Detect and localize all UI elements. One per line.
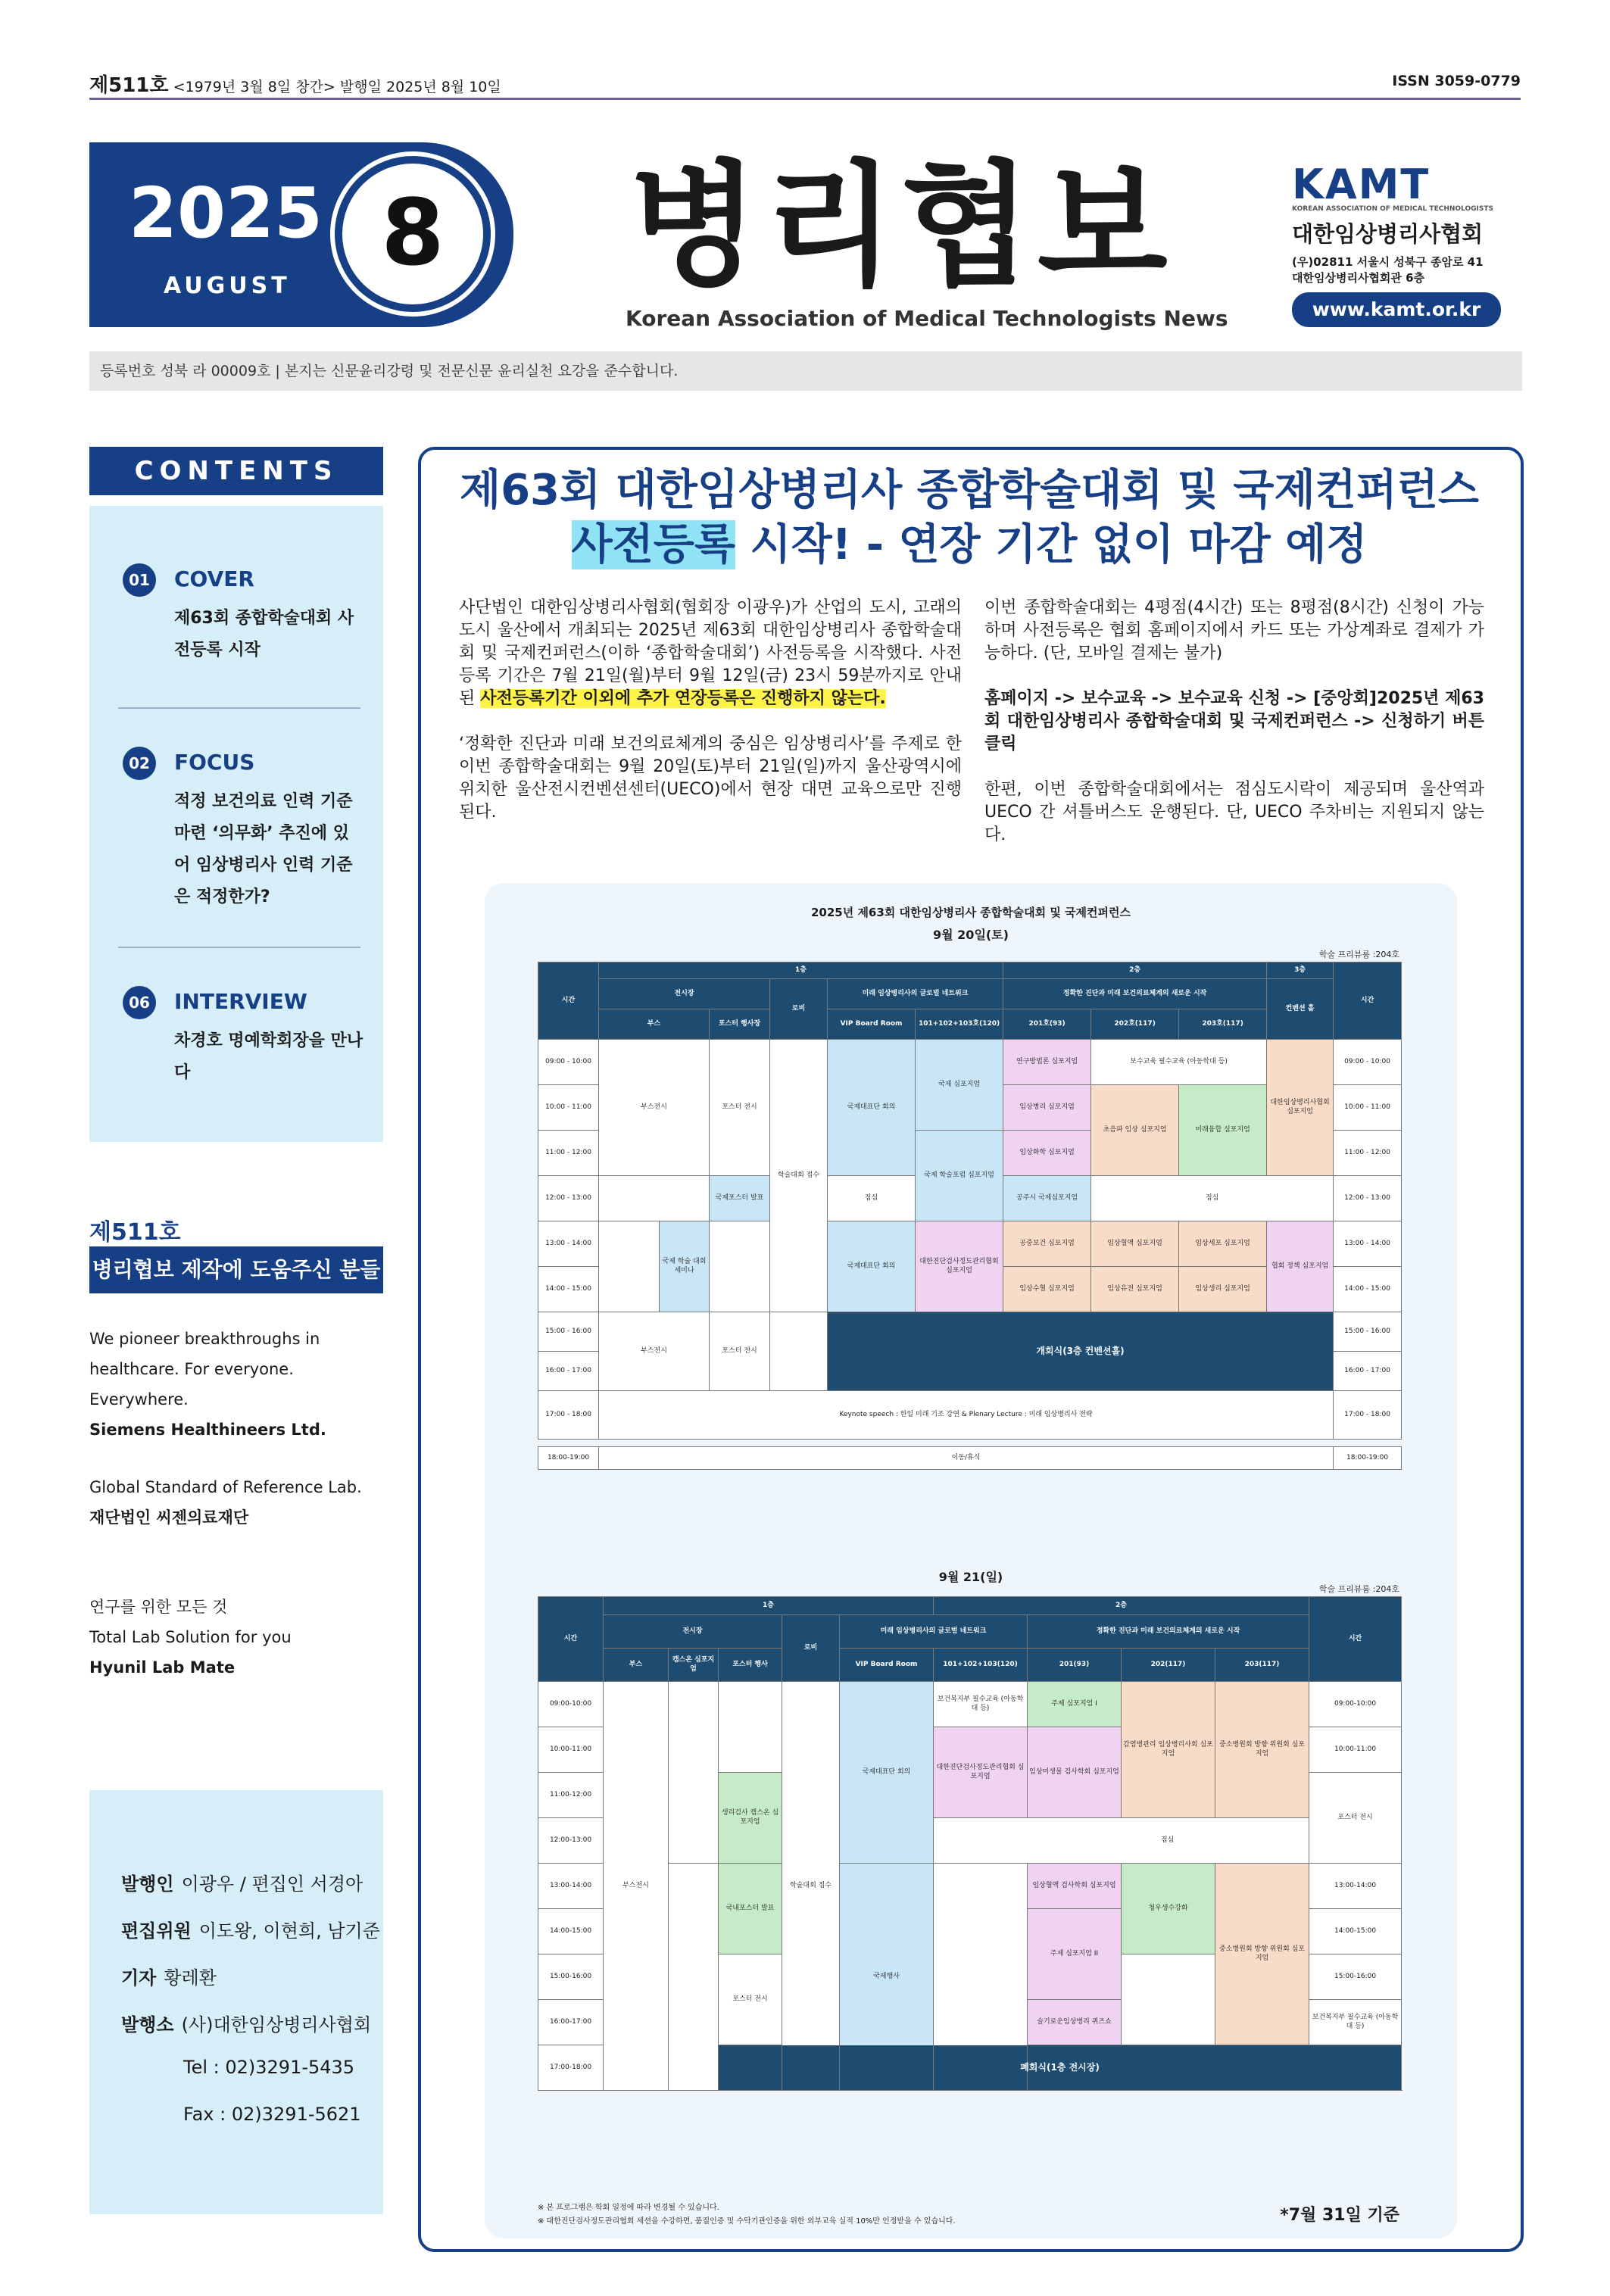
contents-desc: 차경호 명예학회장을 만나다 (174, 1031, 363, 1082)
schedule-note-1: ※ 본 프로그램은 학회 일정에 따라 변경될 수 있습니다. (538, 2204, 719, 2212)
month-number: 8 (335, 156, 491, 312)
org-name: 대한임상병리사협회 (1292, 221, 1484, 247)
contents-panel (89, 506, 383, 1142)
publisher-panel (89, 1790, 383, 2214)
newspaper-title: 병리협보 (629, 148, 1174, 304)
issue-line (89, 70, 1521, 100)
contents-heading: CONTENTS (89, 447, 383, 495)
issue-number: 제511호 (89, 74, 169, 97)
sponsor-line: Total Lab Solution for you (89, 1628, 292, 1646)
day1-schedule-table: 시간 1층 2층 3층 시간 전시장 로비 미래 임상병리사의 글로벌 네트워크 정확한 진단과 미래 보건의료체계의 새로운 시작 컨벤션 홀 부스 포스터 행사장 VIP Board Room 101+102+103호(120) 201호(93) 202호(117) 203호(117) 09:00 - 10:00 부스전시 포스터 전시 학술대회 접수 국제대표단 회의 국제 심포지엄 연구방법론 심포지엄 보수교육 필수교육 (아동학대 등) 대한임상병리사협회 심포지엄 09:00 - 10:00 10:00 - 11:00 임상병리 심포지엄 초음파 임상 심포지엄 미래융합 심포지엄 10:00 - 11:00 11:00 - 12:00 국제 학술포럼 심포지엄 임상화학 심포지엄 11:00 - 12:00 12:00 - 13:00 국제포스터 발표 점심 공주시 국제심포지엄 점심 12:00 - 13:00 13:00 - 14:00 국제 학술 대회 세미나 국제대표단 회의 대한진단검사정도관리협회 심포지엄 공중보건 심포지엄 임상혈액 심포지엄 임상세포 심포지엄 협회 정책 심포지엄 13:00 - 14:00 14:00 - 15:00 임상수혈 심포지엄 임상유전 심포지엄 임상생리 심포지엄 14:00 - 15:00 15:00 - 16:00 부스전시 포스터 전시 개회식(3층 컨벤션홀) 15:00 - 16:00 16:00 - 17:00 16:00 - 17:00 17:00 - 18:00 Keynote speech : 한일 미래 기조 강연 & Plenary Lecture : 미래 임상병리사 전략 17:00 - 18:00 18:00-19:00 이동/휴식 18:00-19:00 (538, 962, 1402, 1470)
headline (424, 463, 1515, 572)
year: 2025 (129, 173, 323, 254)
sponsor-line: 연구를 위한 모든 것 (89, 1598, 228, 1616)
contents-number: 02 (123, 747, 156, 780)
kamt-logo: KAMT (1292, 161, 1431, 208)
sponsor-line: Global Standard of Reference Lab. (89, 1478, 362, 1496)
highlight-notice: 사전등록기간 이외에 추가 연장등록은 진행하지 않는다. (480, 689, 886, 708)
contents-number: 01 (123, 563, 156, 597)
sponsor-line: We pioneer breakthroughs in (89, 1330, 320, 1348)
editors-row: 편집위원 이도왕, 이현희, 남기준 (121, 1920, 380, 1942)
day2-schedule-table: 시간 1층 2층 시간 전시장 로비 미래 임상병리사의 글로벌 네트워크 정확한 진단과 미래 보건의료체계의 새로운 시작 부스 캠스온 심포지엄 포스터 행사 VIP Board Room 101+102+103(120) 201(93) 202(117) 203(117) 09:00-10:00 부스전시 학술대회 접수 국제대표단 회의 보건복지부 필수교육 (아동학대 등) 주제 심포지엄 I 감염병관리 임상병리사회 심포지엄 중소병원회 방향 위원회 심포지엄 09:00-10:00 10:00-11:00 대한진단검사정도관리협회 심포지엄 임상미생물 검사학회 심포지엄 10:00-11:00 11:00-12:00 생리검사 캠스온 심포지엄 포스터 전시 12:00-13:00 점심 13:00-14:00 국내포스터 발표 국제행사 임상혈액 검사학회 심포지엄 청우생수강화 중소병원회 방향 위원회 심포지엄 13:00-14:00 14:00-15:00 주제 심포지엄 II 14:00-15:00 15:00-16:00 포스터 전시 15:00-16:00 16:00-17:00 슬기로운임상병리 퀴즈쇼 보건복지부 필수교육 (아동학대 등) 17:00-18:00 폐회식(1층 전시장) (538, 1596, 1402, 2091)
org-address-2: 대한임상병리사협회관 6층 (1292, 271, 1425, 285)
contents-number: 06 (123, 986, 156, 1019)
headline-highlight: 사전등록 (571, 520, 735, 569)
sponsor-item (89, 1472, 383, 1533)
contents-title: COVER (174, 566, 254, 591)
issn: ISSN 3059-0779 (1392, 73, 1521, 89)
org-block (1292, 161, 1519, 286)
headline-line-1: 제63회 대한임상병리사 종합학술대회 및 국제컨퍼런스 (459, 466, 1480, 515)
registration-path: 홈페이지 -> 보수교육 -> 보수교육 신청 -> [중앙회]2025년 제63회 대한임상병리사 종합학술대회 및 국제컨퍼런스 -> 신청하기 버튼 클릭 (984, 689, 1484, 753)
date-badge (89, 142, 513, 327)
registration-bar: 등록번호 성북 라 00009호 | 본지는 신문윤리강령 및 전문신문 윤리실천 요강을 준수합니다. (89, 351, 1522, 391)
sponsor-item (89, 1324, 383, 1445)
divider (118, 947, 360, 948)
day1-title: 9월 20일(토) (933, 928, 1009, 942)
contents-desc: 제63회 종합학술대회 사전등록 시작 (174, 609, 354, 660)
paragraph: 이번 종합학술대회는 4평점(4시간) 또는 8평점(8시간) 신청이 가능하며 사전등록은 협회 홈페이지에서 카드 또는 가상계좌로 결제가 가능하다. (단, 모바일 결제는 불가) (984, 598, 1484, 663)
reporter-row: 기자 황레환 (121, 1967, 217, 1989)
schedule-panel (485, 883, 1457, 2238)
publish-date: 발행일 2025년 8월 10일 (339, 79, 501, 95)
schedule-note-2: ※ 대한진단검사정도관리협회 세션을 수강하면, 품질인증 및 수탁기관인증을 위한 외부교육 실적 10%만 인정받을 수 있습니다. (538, 2217, 956, 2226)
sponsor-name: Hyunil Lab Mate (89, 1658, 236, 1677)
sponsor-heading: 병리협보 제작에 도움주신 분들 (89, 1246, 383, 1293)
paragraph: ‘정확한 진단과 미래 보건의료체계의 중심은 임상병리사’를 주제로 한 이번 종합학술대회는 9월 20일(토)부터 21일(일)까지 울산광역시에 위치한 울산전시컨벤션센터(UECO)에서 현장 대면 교육으로만 진행된다. (459, 735, 962, 822)
day1-credit-room: 학술 프리뷰룸 :204호 (1318, 950, 1399, 959)
contents-title: INTERVIEW (174, 989, 307, 1014)
office-row: 발행소 (사)대한임상병리사협회 (121, 2014, 372, 2036)
article-column-left (459, 597, 962, 847)
sponsor-name: 재단법인 씨젠의료재단 (89, 1508, 249, 1527)
fax: Fax : 02)3291-5621 (183, 2104, 361, 2125)
sponsor-line: healthcare. For everyone. Everywhere. (89, 1360, 294, 1408)
founded-date: <1979년 3월 8일 창간> (173, 79, 335, 95)
tel: Tel : 02)3291-5435 (183, 2057, 355, 2078)
day2-title: 9월 21(일) (938, 1570, 1003, 1584)
schedule-basis: *7월 31일 기준 (1280, 2206, 1399, 2225)
sponsor-name: Siemens Healthineers Ltd. (89, 1421, 326, 1439)
divider (118, 707, 360, 709)
article-column-right (984, 597, 1484, 869)
headline-line-2: 사전등록 시작! - 연장 기간 없이 마감 예정 (571, 520, 1368, 569)
website-link[interactable]: www.kamt.or.kr (1292, 292, 1501, 327)
sponsor-issue: 제511호 (89, 1219, 181, 1246)
newspaper-subtitle: Korean Association of Medical Technologists News (626, 306, 1228, 331)
month-english: AUGUST (164, 273, 291, 299)
schedule-title: 2025년 제63회 대한임상병리사 종합학술대회 및 국제컨퍼런스 (810, 906, 1131, 919)
paragraph: 한편, 이번 종합학술대회에서는 점심도시락이 제공되며 울산역과 UECO 간 셔틀버스도 운행된다. 단, UECO 주차비는 지원되지 않는다. (984, 780, 1484, 844)
org-english-name: KOREAN ASSOCIATION OF MEDICAL TECHNOLOGISTS (1292, 205, 1493, 213)
contents-desc: 적정 보건의료 인력 기준 마련 ‘의무화’ 추진에 있어 임상병리사 인력 기준은 적정한가? (174, 792, 353, 906)
day2-credit-room: 학술 프리뷰룸 :204호 (1318, 1584, 1399, 1594)
publisher-row: 발행인 이광우 / 편집인 서경아 (121, 1873, 363, 1895)
paragraph: 사단법인 대한임상병리사협회(협회장 이광우)가 산업의 도시, 고래의 도시 울산에서 개최되는 2025년 제63회 대한임상병리사 종합학술대회 및 국제컨퍼런스(이하 ‘종합학술대회’) 사전등록을 시작했다. 사전등록 기간은 7월 21일(월)부터 9월 12일(금) 23시 59분까지로 안내된 사전등록기간 이외에 추가 연장등록은 진행하지 않는다. (459, 598, 962, 708)
sponsor-item (89, 1592, 383, 1683)
org-address-1: (우)02811 서울시 성북구 종암로 41 (1292, 255, 1484, 269)
contents-title: FOCUS (174, 750, 255, 775)
